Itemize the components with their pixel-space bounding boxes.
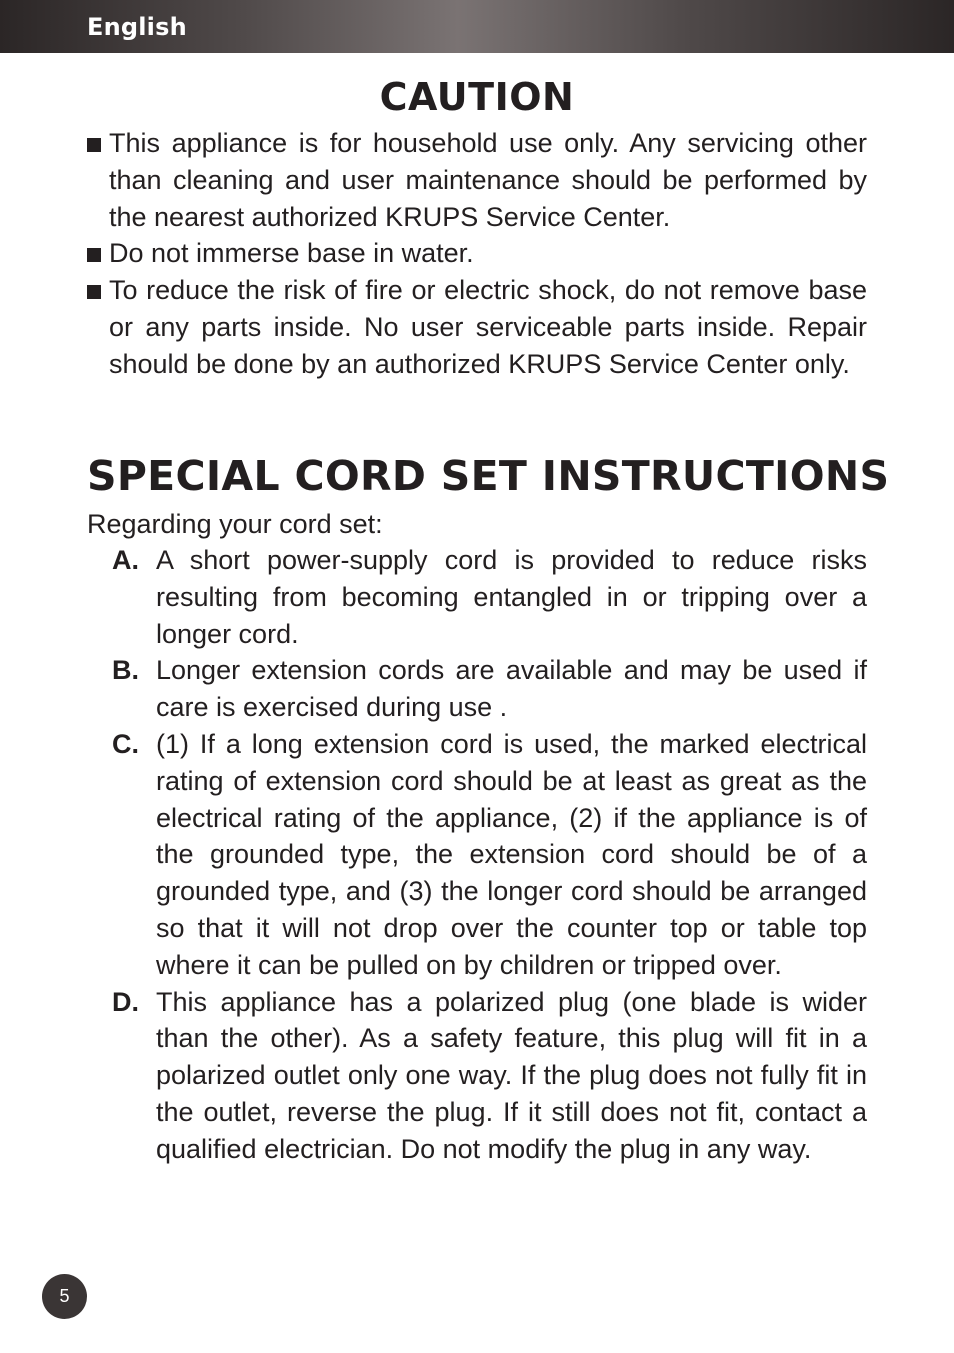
caution-heading: CAUTION [379, 75, 575, 119]
item-letter: B. [112, 655, 139, 686]
item-text: (1) If a long extension cord is used, the marked electrical rating of extension cord should be at least as great as the electrical rating of the appliance, (2) if the appliance is of the grounded type, the extension cord should be of a grounded type, and (3) the longer cord should be arranged so that it will not drop over the counter top or table top where it can be pulled on by children or tripped over. [156, 728, 867, 980]
cord-set-heading: SPECIAL CORD SET INSTRUCTIONS [87, 452, 890, 500]
item-letter: A. [112, 545, 139, 575]
page-number: 5 [59, 1286, 70, 1306]
cord-set-item [112, 652, 867, 726]
language-header-bar [0, 0, 954, 53]
cord-set-item [112, 542, 867, 652]
cord-set-intro: Regarding your cord set: [87, 509, 383, 539]
item-letter: C. [112, 728, 139, 759]
page-number-badge [42, 1274, 87, 1319]
caution-item [87, 125, 867, 235]
item-text: A short power-supply cord is provided to reduce risks resulting from becoming entangled in or tripping over a longer cord. [156, 545, 867, 649]
item-letter: D. [112, 986, 139, 1017]
item-text: This appliance has a polarized plug (one blade is wider than the other). As a safety feature, this plug will fit in a polarized outlet only one way. If the plug does not fully fit in the outlet, reverse the plug. If it still does not fit, contact a qualified electrician. Do not modify the plug in any way. [156, 986, 867, 1164]
caution-list [87, 125, 867, 383]
square-bullet-icon [87, 285, 101, 299]
caution-item [87, 272, 867, 382]
cord-set-item [112, 726, 867, 984]
language-label: English [87, 13, 187, 41]
caution-item-text: Do not immerse base in water. [109, 238, 474, 269]
cord-set-list [112, 542, 867, 1168]
item-text: Longer extension cords are available and may be used if care is exercised during use . [156, 655, 867, 723]
square-bullet-icon [87, 138, 101, 152]
cord-set-item [112, 984, 867, 1168]
caution-item-text: To reduce the risk of fire or electric shock, do not remove base or any parts inside. No user serviceable parts inside. Repair should be done by an authorized KRUPS Service Center only. [109, 275, 867, 379]
caution-item-text: This appliance is for household use only. Any servicing other than cleaning and user maintenance should be performed by the nearest authorized KRUPS Service Center. [109, 128, 867, 232]
caution-item [87, 235, 867, 272]
square-bullet-icon [87, 248, 101, 262]
